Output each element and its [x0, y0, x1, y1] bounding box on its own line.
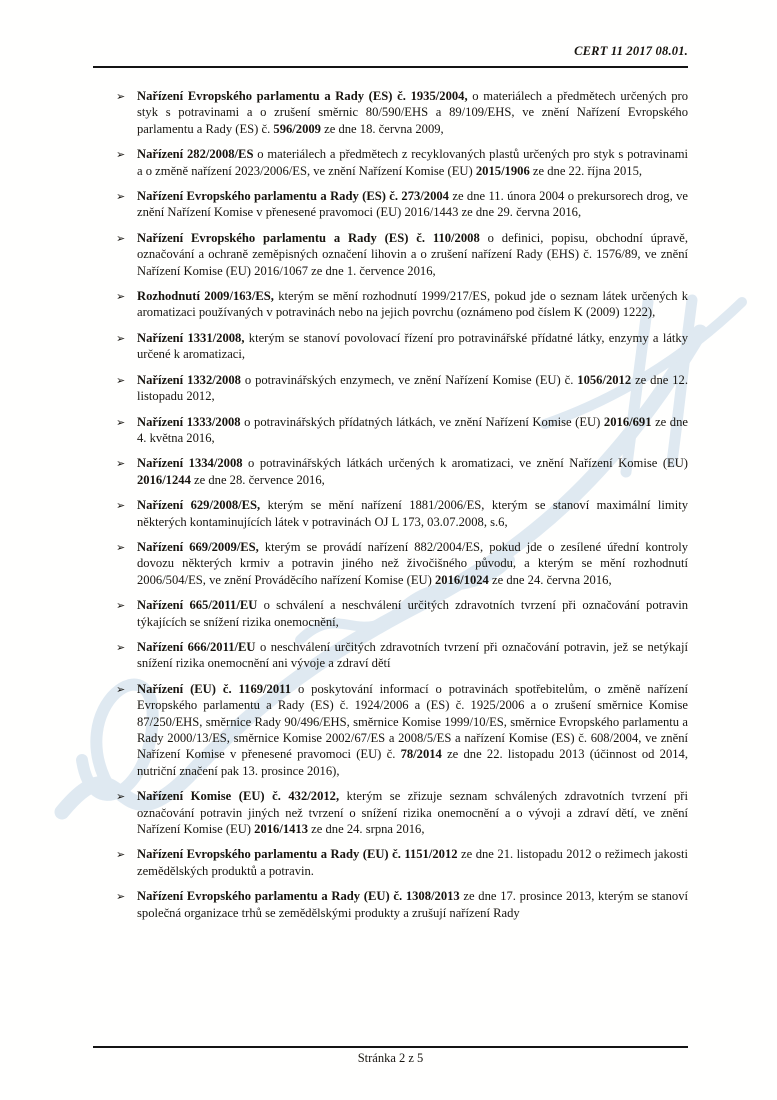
- list-item-text: Nařízení Evropského parlamentu a Rady (ES) č. 273/2004 ze dne 11. února 2004 o prekursorech drog, ve znění Nařízení Komise v přenesené pravomoci (EU) 2016/1443 ze dne 29. června 2016,: [137, 189, 688, 220]
- bullet-arrow-icon: ➢: [116, 90, 126, 103]
- list-item: [116, 681, 688, 779]
- bullet-arrow-icon: ➢: [116, 682, 126, 696]
- bullet-arrow-icon: ➢: [116, 373, 126, 387]
- list-item-text: Nařízení Evropského parlamentu a Rady (EU) č. 1308/2013 ze dne 17. prosince 2013, kterým se stanoví společná organizace trhů se zemědělskými produkty a zrušují nařízení Rady: [137, 889, 689, 920]
- list-item: [116, 539, 688, 588]
- list-item: [116, 88, 688, 137]
- bullet-arrow-icon: ➢: [116, 599, 126, 613]
- list-item-text: Nařízení Evropského parlamentu a Rady (ES) č. 1935/2004, o materiálech a předmětech určených pro styk s potravinami a o zrušení směrnic 80/590/EHS a 89/109/EHS, ve znění Nařízení Evropského parlamentu a Rady (ES) č. 596/2009 ze dne 18. června 2009,: [137, 89, 688, 136]
- bullet-arrow-icon: ➢: [116, 148, 126, 162]
- list-item-text: Nařízení 629/2008/ES, kterým se mění nařízení 1881/2006/ES, kterým se stanoví maximální limity některých kontaminujících látek v potravinách OJ L 173, 03.07.2008, s.6,: [137, 498, 688, 529]
- list-item: [116, 455, 689, 488]
- bullet-arrow-icon: ➢: [116, 190, 126, 204]
- bullet-arrow-icon: ➢: [116, 540, 126, 554]
- list-item: [116, 888, 689, 921]
- list-item-text: Nařízení Evropského parlamentu a Rady (EU) č. 1151/2012 ze dne 21. listopadu 2012 o režimech jakosti zemědělských produktů a potravin.: [137, 847, 688, 878]
- header-rule: [93, 66, 688, 68]
- footer-rule: [93, 1046, 688, 1048]
- list-item: [116, 597, 688, 630]
- list-item-text: Nařízení Komise (EU) č. 432/2012, kterým se zřizuje seznam schválených zdravotních tvrzení při označování potravin jiných než tvrzení o snížení rizika onemocnění a o vývoji a zdraví dětí, ve znění Nařízení Komise (EU) 2016/1413 ze dne 24. srpna 2016,: [137, 789, 688, 837]
- list-item: [116, 639, 689, 672]
- list-item-text: Nařízení 669/2009/ES, kterým se provádí nařízení 882/2004/ES, pokud jde o zesílené úřední kontroly dovozu některých krmiv a potravin jiného než živočišného původu, a kterým se mění rozhodnutí 2006/504/ES, ve znění Prováděcího nařízení Komise (EU) 2016/1024 ze dne 24. června 2016,: [137, 539, 688, 587]
- list-item-text: Rozhodnutí 2009/163/ES, kterým se mění rozhodnutí 1999/217/ES, pokud jde o seznam látek určených k aromatizaci používaných v potravinách nebo na jejich povrchu (oznámeno pod číslem K (2009) 1222),: [137, 289, 688, 320]
- bullet-arrow-icon: ➢: [116, 499, 126, 513]
- regulation-list: [116, 88, 689, 930]
- header-doc-ref: CERT 11 2017 08.01.: [574, 44, 688, 58]
- list-item-text: Nařízení 1333/2008 o potravinářských přídatných látkách, ve znění Nařízení Komise (EU) 2016/691 ze dne 4. května 2016,: [137, 414, 688, 445]
- list-item: [116, 372, 688, 405]
- bullet-arrow-icon: ➢: [116, 331, 126, 345]
- list-item-text: Nařízení Evropského parlamentu a Rady (ES) č. 110/2008 o definici, popisu, obchodní úpravě, označování a ochraně zeměpisných označení lihovin a o zrušení nařízení Rady (EHS) č. 1576/89, ve znění Nařízení Komise (EU) 2016/1067 ze dne 1. července 2016,: [137, 230, 689, 278]
- list-item: [116, 188, 688, 221]
- list-item: [116, 146, 688, 179]
- list-item-text: Nařízení 282/2008/ES o materiálech a předmětech z recyklovaných plastů určených pro styk s potravinami a o změně nařízení 2023/2006/ES, ve znění Nařízení Komise (EU) 2015/1906 ze dne 22. října 2015,: [137, 147, 688, 178]
- list-item: [116, 497, 688, 530]
- bullet-arrow-icon: ➢: [116, 415, 126, 429]
- bullet-arrow-icon: ➢: [116, 457, 126, 471]
- list-item: [116, 330, 689, 363]
- list-item: [116, 414, 688, 447]
- list-item-text: Nařízení 1331/2008, kterým se stanoví povolovací řízení pro potravinářské přídatné látky, enzymy a látky určené k aromatizaci,: [137, 330, 689, 362]
- bullet-arrow-icon: ➢: [116, 890, 126, 904]
- list-item-text: Nařízení 1334/2008 o potravinářských látkách určených k aromatizaci, ve znění Nařízení Komise (EU) 2016/1244 ze dne 28. července 2016,: [137, 456, 689, 487]
- bullet-arrow-icon: ➢: [116, 790, 126, 804]
- bullet-arrow-icon: ➢: [116, 848, 126, 862]
- list-item-text: Nařízení (EU) č. 1169/2011 o poskytování informací o potravinách spotřebitelům, o změně nařízení Evropského parlamentu a Rady (ES) č. 1924/2006 a (ES) č. 1925/2006 a o zrušení směrnice Komise 87/250/EHS, směrnice Rady 90/496/EHS, směrnice Komise 1999/10/ES, směrnice Evropského parlamentu a Rady 2000/13/ES, směrnice Komise 2002/67/ES a 2008/5/ES a nařízení Komise (ES) č. 608/2004, ve znění Nařízení Komise v přenesené pravomoci (EU) č. 78/2014 ze dne 22. listopadu 2013 (účinnost od 2014, nutriční značení pak 13. prosince 2016),: [137, 681, 688, 778]
- bullet-arrow-icon: ➢: [116, 290, 126, 304]
- page-number: Stránka 2 z 5: [357, 1051, 424, 1065]
- bullet-arrow-icon: ➢: [116, 640, 126, 654]
- list-item-text: Nařízení 666/2011/EU o neschválení určitých zdravotních tvrzení při označování potravin, jež se netýkají snížení rizika onemocnění ani vývoje a zdraví dětí: [137, 639, 689, 671]
- list-item: [116, 288, 688, 321]
- list-item: [116, 846, 688, 879]
- list-item-text: Nařízení 665/2011/EU o schválení a neschválení určitých zdravotních tvrzení při označování potravin týkajících se snížení rizika onemocnění,: [137, 598, 688, 629]
- bullet-arrow-icon: ➢: [116, 231, 126, 245]
- list-item: [116, 230, 689, 279]
- list-item-text: Nařízení 1332/2008 o potravinářských enzymech, ve znění Nařízení Komise (EU) č. 1056/2012 ze dne 12. listopadu 2012,: [137, 372, 688, 404]
- list-item: [116, 788, 688, 837]
